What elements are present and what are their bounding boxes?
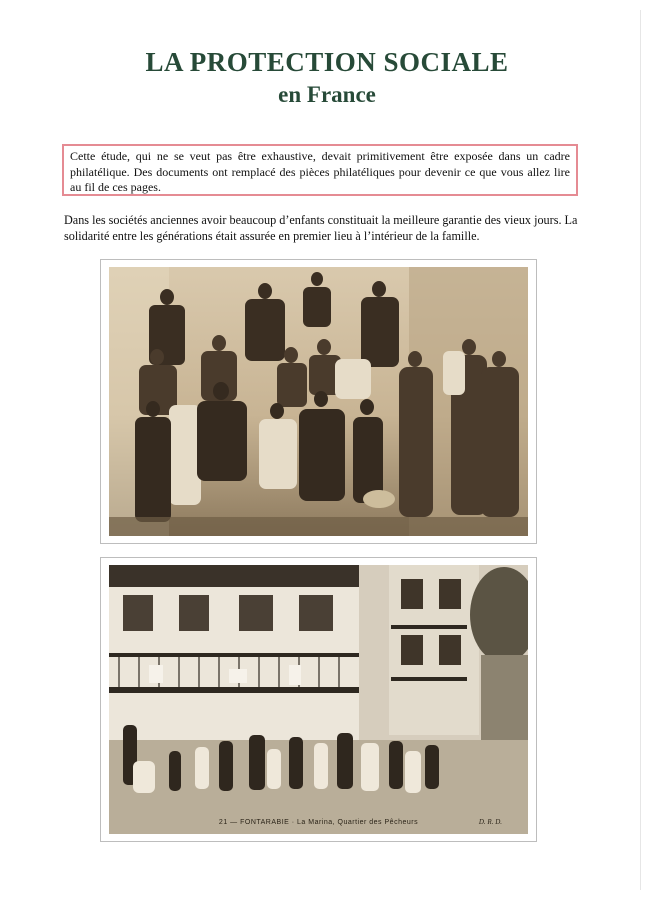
fontarabie-illustration <box>109 565 528 834</box>
fontarabie-photo <box>109 565 528 834</box>
intro-text: Cette étude, qui ne se veut pas être exhaustive, devait primitivement être exposée dans un cadre philatélique. Des documents ont remplacé des pièces philatéliques pour devenir ce que vous allez lire au fil de ces pages. <box>70 149 570 194</box>
fontarabie-postcard <box>100 557 537 842</box>
family-photo <box>109 267 528 536</box>
intro-box <box>62 144 578 196</box>
body-paragraph: Dans les sociétés anciennes avoir beaucoup d’enfants constituait la meilleure garantie des vieux jours. La solidarité entre les générations était assurée en premier lieu à l’intérieur de la famille. <box>64 213 578 243</box>
page-subtitle: en France <box>278 82 376 107</box>
postcard-publisher-mark: D. R. D. <box>478 818 502 826</box>
page-edge-line <box>640 10 641 890</box>
family-photo-card <box>100 259 537 544</box>
family-photo-illustration <box>109 267 528 536</box>
postcard-caption: 21 — FONTARABIE · La Marina, Quartier des Pêcheurs <box>218 819 419 826</box>
page-title: LA PROTECTION SOCIALE <box>145 47 509 77</box>
